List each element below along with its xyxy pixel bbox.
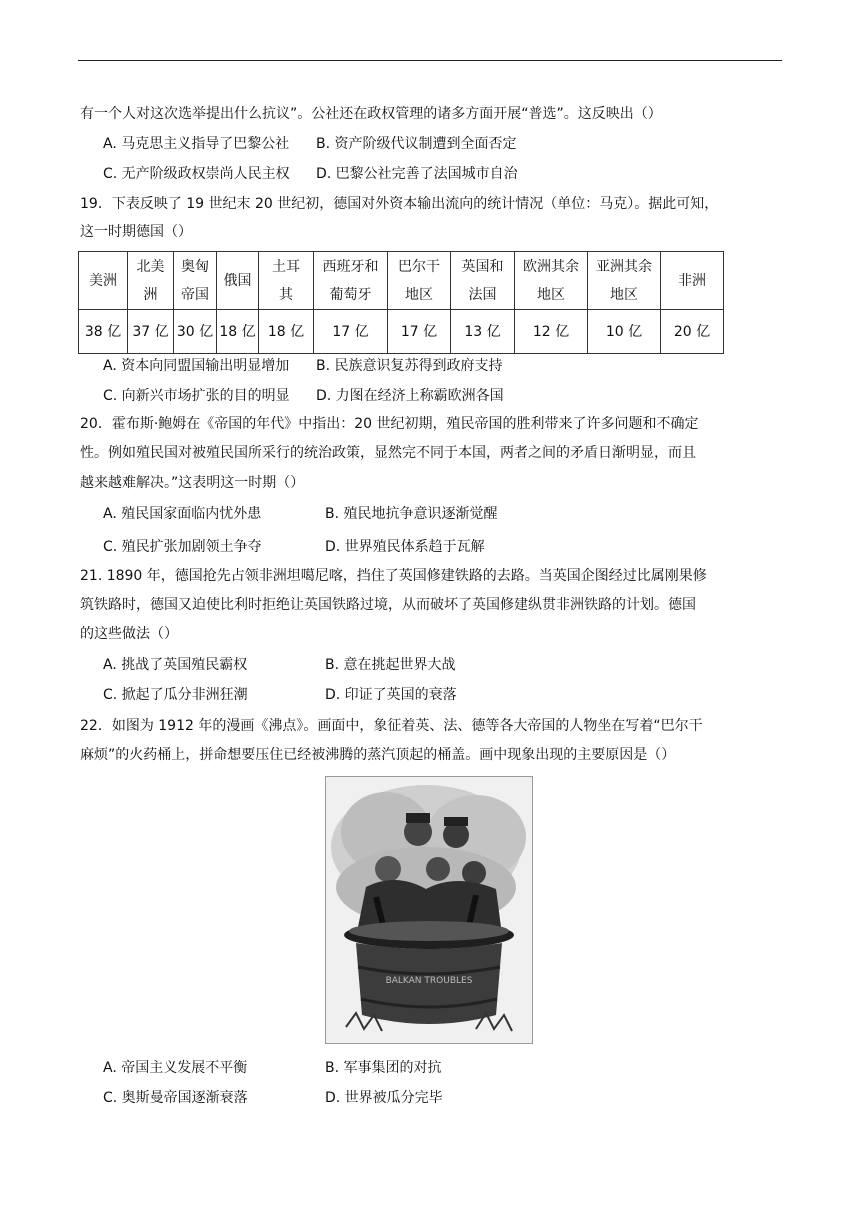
header-text: 奥匈 — [181, 258, 209, 275]
q19-stem-line1: 19．下表反映了 19 世纪末 20 世纪初，德国对外资本输出流向的统计情况（单位：马克）。据此可知， — [80, 196, 719, 212]
table-value-cell: 13 亿 — [451, 310, 515, 354]
header-text: 巴尔干 — [398, 258, 440, 275]
header-text: 葡萄牙 — [329, 286, 372, 303]
q20-option-d: D. 世界殖民体系趋于瓦解 — [325, 539, 485, 555]
table-value-row — [79, 310, 724, 354]
header-text: 地区 — [405, 286, 433, 303]
table-value-cell: 18 亿 — [217, 310, 259, 354]
q21-option-d: D. 印证了英国的衰落 — [325, 687, 457, 703]
table-header-cell — [661, 252, 724, 310]
prev-option-d: D. 巴黎公社完善了法国城市自治 — [316, 166, 518, 182]
q22-option-c: C. 奥斯曼帝国逐渐衰落 — [103, 1090, 248, 1106]
table-header-cell — [259, 252, 314, 310]
prev-option-c: C. 无产阶级政权崇尚人民主权 — [103, 166, 290, 182]
barrel-label: BALKAN TROUBLES — [385, 976, 473, 986]
header-text: 亚洲其余 — [596, 258, 652, 275]
header-text: 帝国 — [181, 286, 209, 303]
header-text: 俄国 — [223, 272, 252, 289]
q20-option-c: C. 殖民扩张加剧领土争夺 — [103, 539, 262, 555]
table-header-cell — [217, 252, 259, 310]
header-text: 英国和 — [461, 258, 504, 275]
table-header-cell — [515, 252, 588, 310]
table-value-cell: 30 亿 — [174, 310, 217, 354]
prev-option-b: B. 资产阶级代议制遭到全面否定 — [316, 136, 517, 152]
q21-stem-line2: 筑铁路时，德国又迫使比利时拒绝让英国铁路过境，从而破坏了英国修建纵贯非洲铁路的计划。德国 — [80, 597, 696, 613]
header-text: 西班牙和 — [322, 258, 379, 275]
table-header-row — [79, 252, 724, 310]
boiling-point-cartoon — [325, 776, 533, 1044]
q20-option-b: B. 殖民地抗争意识逐渐觉醒 — [325, 506, 498, 522]
header-text: 其 — [279, 286, 293, 303]
table-header-cell — [451, 252, 515, 310]
table-value-cell: 10 亿 — [588, 310, 661, 354]
q20-stem-line1: 20．霍布斯·鲍姆在《帝国的年代》中指出：20 世纪初期，殖民帝国的胜利带来了许多问题和不确定 — [80, 416, 699, 432]
table-header-cell — [388, 252, 451, 310]
q22-option-b: B. 军事集团的对抗 — [325, 1060, 442, 1076]
header-text: 欧洲其余 — [523, 258, 579, 275]
table-header-cell — [588, 252, 661, 310]
q22-option-a: A. 帝国主义发展不平衡 — [103, 1060, 248, 1076]
header-text: 地区 — [537, 286, 565, 303]
header-text: 土耳 — [272, 258, 300, 275]
table-value-cell: 12 亿 — [515, 310, 588, 354]
q20-stem-line2: 性。例如殖民国对被殖民国所采行的统治政策，显然完不同于本国，两者之间的矛盾日渐明显，而且 — [80, 445, 696, 461]
q19-option-a: A. 资本向同盟国输出明显增加 — [103, 358, 290, 374]
table-header-cell — [79, 252, 128, 310]
header-text: 美洲 — [89, 272, 117, 289]
header-text: 非洲 — [678, 272, 706, 289]
header-text: 北美 — [136, 258, 165, 275]
header-text: 洲 — [143, 286, 158, 303]
header-text: 地区 — [610, 286, 638, 303]
q22-stem-line1: 22．如图为 1912 年的漫画《沸点》。画面中，象征着英、法、德等各大帝国的人物坐在写着“巴尔干 — [80, 718, 703, 734]
q19-option-b: B. 民族意识复苏得到政府支持 — [316, 358, 503, 374]
capital-export-table — [78, 251, 724, 354]
q19-option-d: D. 力图在经济上称霸欧洲各国 — [316, 388, 504, 404]
table-value-cell: 17 亿 — [388, 310, 451, 354]
q21-stem-line3: 的这些做法（） — [80, 626, 178, 642]
table-value-cell: 18 亿 — [259, 310, 314, 354]
prev-option-a: A. 马克思主义指导了巴黎公社 — [103, 136, 290, 152]
q20-option-a: A. 殖民国家面临内忧外患 — [103, 506, 262, 522]
table-value-cell: 20 亿 — [661, 310, 724, 354]
q22-stem-line2: 麻烦”的火药桶上，拼命想要压住已经被沸腾的蒸汽顶起的桶盖。画中现象出现的主要原因是（） — [80, 747, 676, 763]
table-value-cell: 38 亿 — [79, 310, 128, 354]
header-rule — [78, 60, 782, 61]
q21-option-b: B. 意在挑起世界大战 — [325, 657, 456, 673]
table-value-cell: 17 亿 — [314, 310, 388, 354]
q21-stem-line1: 21. 1890 年，德国抢先占领非洲坦噶尼喀，挡住了英国修建铁路的去路。当英国企图经过比属刚果修 — [80, 568, 707, 584]
q21-option-c: C. 掀起了瓜分非洲狂潮 — [103, 687, 248, 703]
prev-question-text: 有一个人对这次选举提出什么抗议”。公社还在政权管理的诸多方面开展“普选”。这反映出（） — [80, 106, 662, 122]
table-header-cell — [128, 252, 174, 310]
table-value-cell: 37 亿 — [128, 310, 174, 354]
q21-option-a: A. 挑战了英国殖民霸权 — [103, 657, 248, 673]
cartoon-illustration — [326, 777, 532, 1043]
q19-stem-line2: 这一时期德国（） — [80, 224, 192, 240]
table-header-cell — [174, 252, 217, 310]
table-header-cell — [314, 252, 388, 310]
q20-stem-line3: 越来越难解决。”这表明这一时期（） — [80, 475, 305, 491]
q22-option-d: D. 世界被瓜分完毕 — [325, 1090, 443, 1106]
q19-option-c: C. 向新兴市场扩张的目的明显 — [103, 388, 290, 404]
header-text: 法国 — [468, 286, 497, 303]
